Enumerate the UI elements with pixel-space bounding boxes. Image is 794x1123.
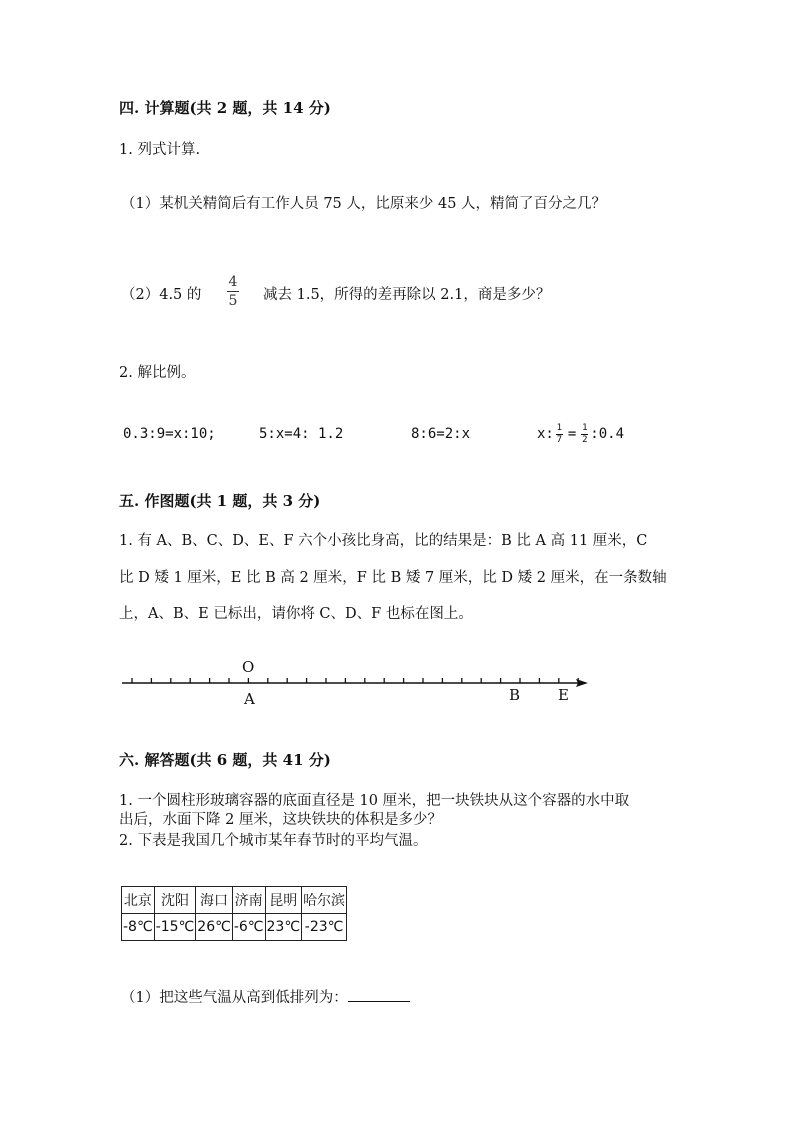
section-6-title: 六. 解答题(共 6 题，共 41 分) [119,751,331,769]
table-cell: -15℃ [154,914,196,941]
table-cell: 海口 [196,887,233,914]
table-cell: 北京 [122,887,155,914]
question-6-2-1 [121,986,410,1007]
question-4-1: 1. 列式计算. [119,142,201,158]
fraction-one-half [581,424,588,445]
equals-sign: = [567,426,577,442]
question-6-1-line-1: 1. 一个圆柱形玻璃容器的底面直径是 10 厘米，把一块铁块从这个容器的水中取 [119,793,630,809]
label-point-b: B [509,686,521,704]
table-cell: 沈阳 [154,887,196,914]
proportion-2: 5:x=4: 1.2 [259,426,344,442]
question-4-2: 2. 解比例。 [119,365,196,381]
question-5-1-line-3: 上，A、B、E 已标出，请你将 C、D、F 也标在图上。 [119,606,473,622]
question-6-2: 2. 下表是我国几个城市某年春节时的平均气温。 [119,833,428,849]
fraction-numerator: 4 [228,274,238,290]
fraction-bar [227,291,239,292]
table-row-cities [122,887,347,914]
table-cell: 23℃ [265,914,302,941]
question-4-1-2-prefix: （2）4.5 的 [121,287,202,303]
proportion-4 [537,420,624,448]
fraction-four-fifths [227,274,239,309]
fraction-one-seventh [556,424,563,445]
label-origin-o: O [242,658,255,676]
table-cell: 济南 [232,887,265,914]
table-cell: -6℃ [232,914,265,941]
question-4-1-1: （1）某机关精简后有工作人员 75 人，比原来少 45 人，精简了百分之几？ [121,196,607,212]
table-row-temperatures [122,914,347,941]
label-point-a: A [244,690,255,708]
question-5-1-line-2: 比 D 矮 1 厘米，E 比 B 高 2 厘米，F 比 B 矮 7 厘米，比 D 矮 2 厘米，在一条数轴 [119,570,667,586]
temperature-table [121,886,347,941]
fraction-denominator: 5 [228,293,238,309]
question-5-1-line-1: 1. 有 A、B、C、D、E、F 六个小孩比身高，比的结果是：B 比 A 高 11 厘米，C [119,533,648,549]
question-6-2-1-text: （1）把这些气温从高到低排列为： [121,990,348,1006]
table-cell: 昆明 [265,887,302,914]
proportion-1: 0.3:9=x:10; [123,426,216,442]
question-6-1-line-2: 出后，水面下降 2 厘米，这块铁块的体积是多少？ [119,812,442,828]
fraction-denominator: 7 [556,434,563,445]
proportion-3: 8:6=2:x [411,426,471,442]
answer-blank [348,987,410,1002]
table-cell: -8℃ [122,914,155,941]
table-cell: -23℃ [302,914,347,941]
proportion-4-suffix: :0.4 [590,426,625,442]
section-4-title: 四. 计算题(共 2 题，共 14 分) [119,99,331,117]
fraction-numerator: 1 [556,422,563,433]
table-cell: 哈尔滨 [302,887,347,914]
fraction-numerator: 1 [582,422,588,433]
fraction-denominator: 2 [582,434,588,445]
table-cell: 26℃ [196,914,233,941]
number-line [110,650,610,710]
label-point-e: E [558,686,569,704]
section-5-title: 五. 作图题(共 1 题，共 3 分) [119,492,321,510]
proportion-4-prefix: x: [537,426,554,442]
question-4-1-2-suffix: 减去 1.5，所得的差再除以 2.1，商是多少？ [263,287,551,303]
